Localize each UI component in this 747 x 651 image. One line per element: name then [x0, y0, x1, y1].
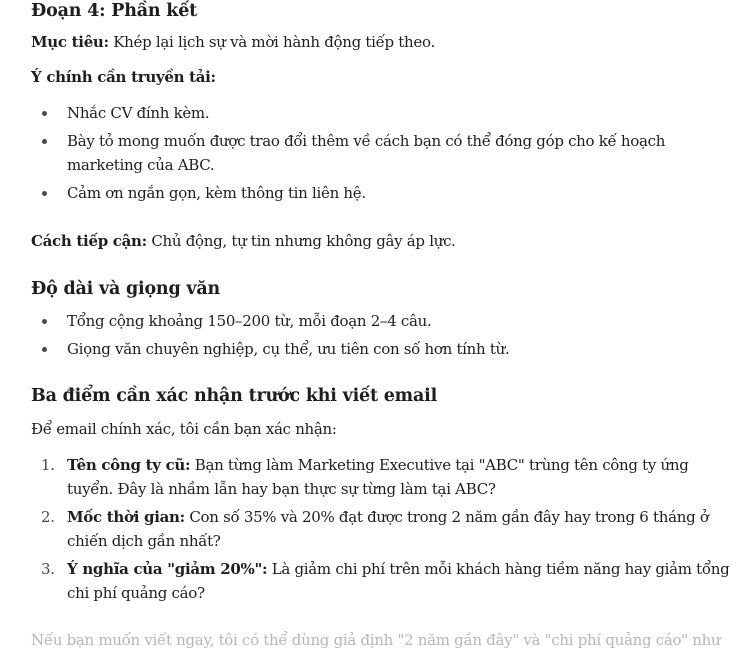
list-item: 1. Tên công ty cũ: Bạn từng làm Marketing Executive tại "ABC" trùng tên công ty ứng tuyển. Đây là nhầm lẫn hay bạn thực sự từng làm tại ABC?: [31, 453, 731, 501]
bullet-dot: [42, 139, 47, 144]
list-item: 3. Ý nghĩa của "giảm 20%": Là giảm chi phí trên mỗi khách hàng tiềm năng hay giảm tổng chi phí quảng cáo?: [31, 557, 731, 605]
confirm-numbered-list: [31, 453, 731, 605]
section-4-heading: Đoạn 4: Phần kết: [31, 1, 198, 21]
list-item: Giọng văn chuyên nghiệp, cụ thể, ưu tiên con số hơn tính từ.: [31, 337, 731, 361]
goal-label: Mục tiêu:: [31, 33, 109, 51]
list-number: 1.: [41, 456, 55, 474]
list-item: 2. Mốc thời gian: Con số 35% và 20% đạt được trong 2 năm gần đây hay trong 6 tháng ở chiến dịch gần nhất?: [31, 505, 731, 553]
approach-paragraph: [31, 229, 731, 253]
bullet-dot: [42, 111, 47, 116]
goal-paragraph: [31, 30, 731, 54]
bullet-dot: [42, 347, 47, 352]
trailing-paragraph-clip: [31, 628, 747, 651]
list-item: Cảm ơn ngắn gọn, kèm thông tin liên hệ.: [31, 181, 671, 205]
confirm-heading: Ba điểm cần xác nhận trước khi viết email: [31, 386, 438, 406]
list-number: 2.: [41, 508, 55, 526]
list-number: 3.: [41, 560, 55, 578]
trailing-paragraph: Nếu bạn muốn viết ngay, tôi có thể dùng giả định "2 năm gần đây" và "chi phí quảng cáo" như: [31, 631, 721, 649]
confirm-intro: Để email chính xác, tôi cần bạn xác nhận:: [31, 420, 337, 438]
ideas-label: Ý chính cần truyền tải:: [31, 68, 216, 86]
list-item: Nhắc CV đính kèm.: [31, 101, 671, 125]
length-bullet-list: [31, 309, 731, 361]
length-heading: Độ dài và giọng văn: [31, 279, 221, 299]
approach-text: Chủ động, tự tin nhưng không gây áp lực.: [146, 232, 456, 250]
list-item: Bày tỏ mong muốn được trao đổi thêm về cách bạn có thể đóng góp cho kế hoạch marketing của ABC.: [31, 129, 671, 177]
approach-label: Cách tiếp cận:: [31, 232, 147, 250]
list-item: Tổng cộng khoảng 150–200 từ, mỗi đoạn 2–4 câu.: [31, 309, 731, 333]
section-4-bullet-list: [31, 101, 671, 205]
bullet-dot: [42, 191, 47, 196]
bullet-dot: [42, 319, 47, 324]
goal-text: Khép lại lịch sự và mời hành động tiếp theo.: [108, 33, 435, 51]
